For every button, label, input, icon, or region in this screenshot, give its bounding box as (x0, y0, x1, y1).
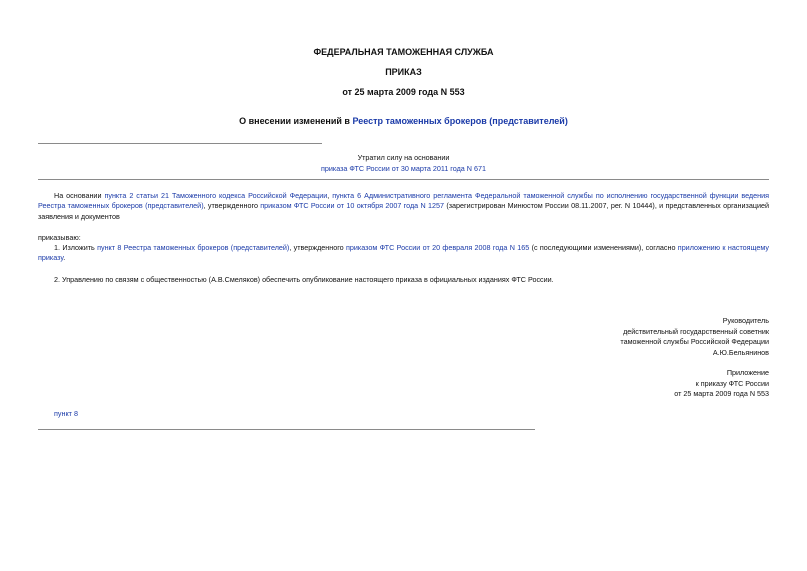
appendix-line2: к приказу ФТС России (695, 378, 769, 388)
item2-paragraph (38, 275, 769, 285)
preamble-link-regulation[interactable]: пункта 6 Административного регламента Федеральной таможенной службы по исполнению государственной функции ведения Реестра таможенных брокеров (представителей) (38, 191, 769, 211)
item1-mid2: (с последующими изменениями), согласно (529, 243, 678, 252)
preamble-link-order[interactable]: приказом ФТС России от 10 октября 2007 года N 1257 (260, 201, 445, 211)
subject-link[interactable]: Реестр таможенных брокеров (представителей) (352, 116, 568, 126)
signature-block (620, 316, 769, 358)
divider-full (38, 179, 769, 180)
item1-link-order[interactable]: приказом ФТС России от 20 февраля 2008 года N 165 (346, 243, 530, 252)
appendix-block (674, 368, 769, 400)
item1-tail: . (63, 253, 66, 263)
signature-line4: А.Ю.Бельянинов (712, 347, 769, 357)
doc-subject (0, 116, 807, 126)
subject-prefix: О внесении изменений в (239, 116, 353, 126)
signature-line3: таможенной службы Российской Федерации (620, 337, 769, 347)
status-note-line2 (0, 164, 807, 174)
signature-line1: Руководитель (722, 316, 769, 325)
item1-mid: , утвержденного (289, 243, 347, 252)
item1-paragraph (38, 243, 769, 264)
signature-line2: действительный государственный советник (623, 326, 769, 336)
preamble-mid: , утвержденного (203, 201, 261, 211)
divider-bottom (38, 429, 535, 430)
preamble-sep: , (327, 191, 333, 200)
item2-text: 2. Управлению по связям с общественностью (А.В.Смеляков) обеспечить опубликование настоящего приказа в официальных изданиях ФТС России. (54, 275, 554, 284)
doc-type-title: ПРИКАЗ (385, 67, 422, 77)
order-word: приказываю: (38, 233, 81, 242)
status-note-line1: Утратил силу на основании (357, 153, 450, 162)
item1-lead: 1. Изложить (54, 243, 98, 252)
preamble-lead: На основании (54, 191, 105, 200)
appendix-line3: от 25 марта 2009 года N 553 (674, 389, 769, 399)
agency-title: ФЕДЕРАЛЬНАЯ ТАМОЖЕННАЯ СЛУЖБА (313, 47, 494, 57)
appendix-item-line (38, 409, 769, 419)
divider-short (38, 143, 322, 144)
status-note-link[interactable]: приказа ФТС России от 30 марта 2011 года N 671 (321, 164, 486, 173)
item1-link-appendix[interactable]: приложению к настоящему приказу (38, 243, 769, 263)
doc-date-number: от 25 марта 2009 года N 553 (342, 87, 465, 97)
item1-link-point8[interactable]: пункт 8 Реестра таможенных брокеров (представителей) (97, 243, 290, 252)
preamble-tail: (зарегистрирован Минюстом России 08.11.2007, рег. N 10444), и представленных организацией заявления и документов (38, 201, 769, 221)
preamble-link-code[interactable]: пункта 2 статьи 21 Таможенного кодекса Российской Федерации (104, 191, 328, 200)
preamble-paragraph (38, 191, 769, 222)
appendix-item-link[interactable]: пункт 8 (54, 409, 78, 418)
appendix-line1: Приложение (726, 368, 769, 377)
